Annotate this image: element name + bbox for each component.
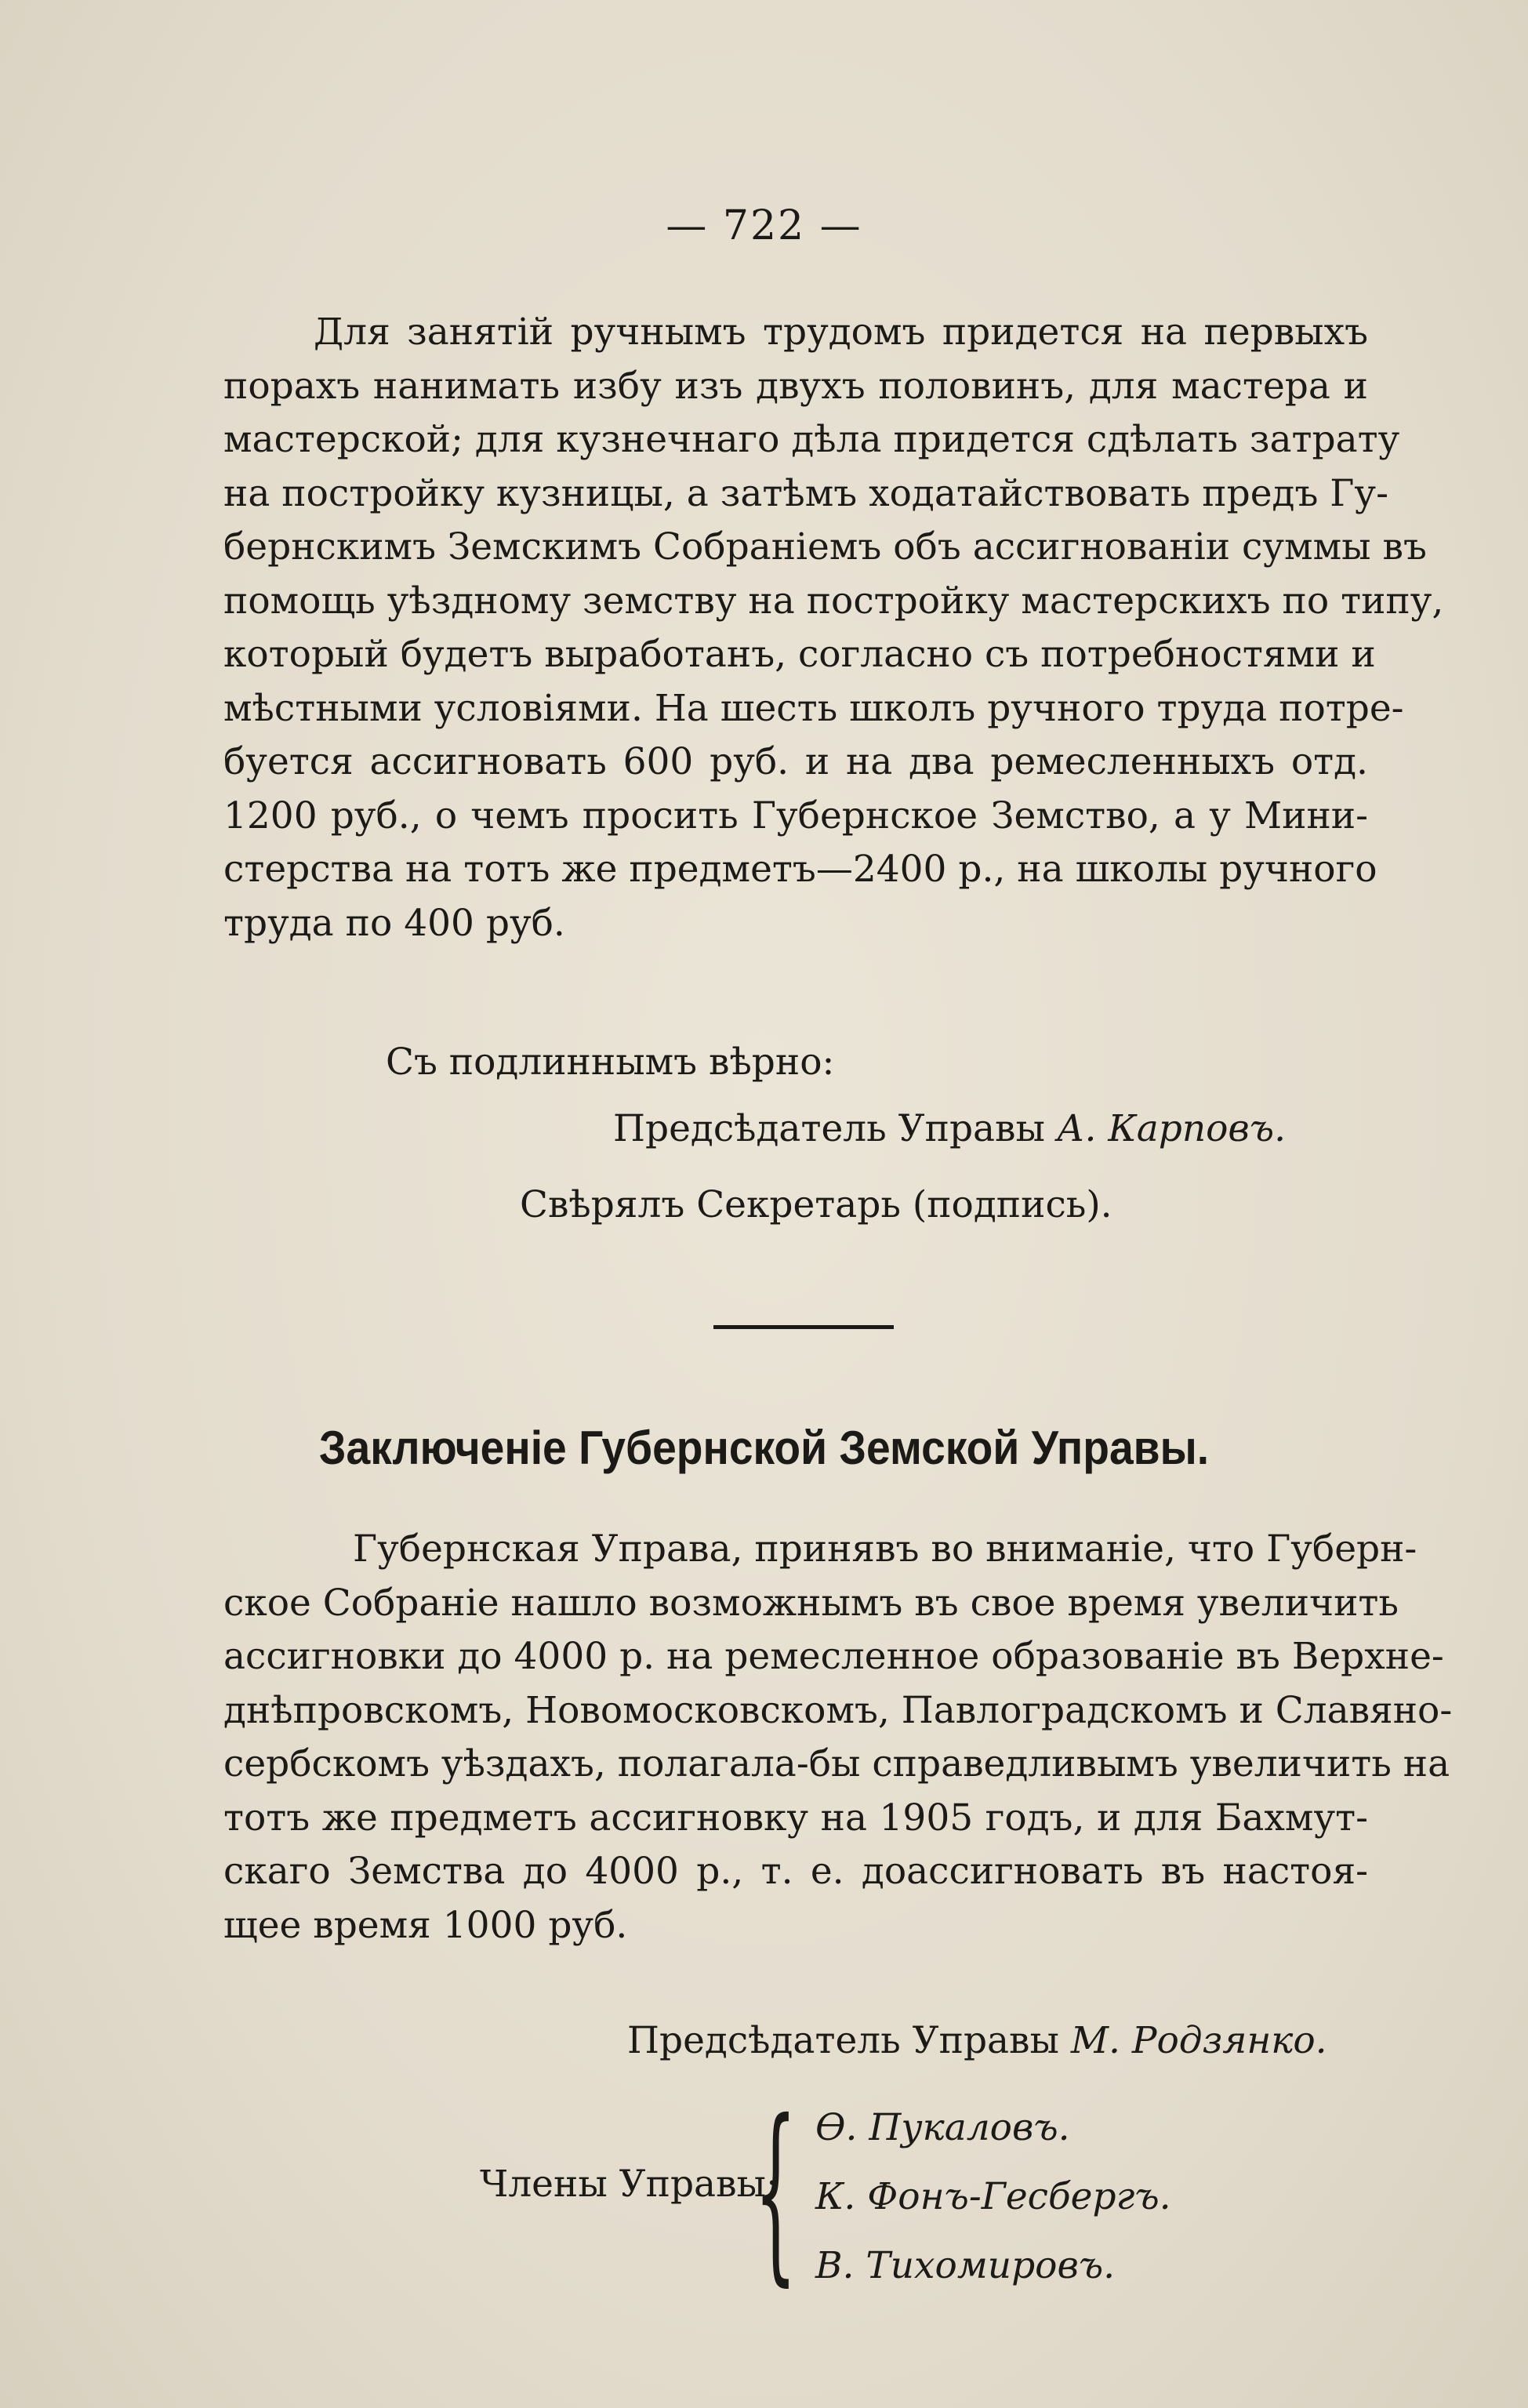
- section-heading: Заключеніе Губернской Земской Управы.: [318, 1422, 1210, 1474]
- paragraph-line: на постройку кузницы, а затѣмъ ходатайствовать предъ Гу-: [223, 471, 1388, 515]
- paragraph-line: ское Собраніе нашло возможнымъ въ свое время увеличить: [223, 1581, 1399, 1625]
- paragraph-line: буется ассигновать 600 руб. и на два ремесленныхъ отд.: [223, 740, 1368, 783]
- page-number: — 722 —: [666, 202, 862, 249]
- paragraph-line: щее время 1000 руб.: [223, 1903, 628, 1947]
- certification-secretary: Свѣрялъ Секретарь (подпись).: [520, 1183, 1112, 1226]
- paragraph-line: скаго Земства до 4000 р., т. е. доассигновать въ настоя-: [223, 1850, 1368, 1893]
- chairman-name: А. Карповъ.: [1056, 1107, 1287, 1150]
- paragraph-line: стерства на тотъ же предметъ—2400 р., на школы ручного: [223, 848, 1377, 891]
- paragraph-line: ассигновки до 4000 р. на ремесленное образованіе въ Верхне-: [223, 1635, 1444, 1678]
- paragraph-line: бернскимъ Земскимъ Собраніемъ объ ассигнованіи суммы въ: [223, 525, 1427, 568]
- chairman-title: Предсѣдатель Управы: [613, 1107, 1045, 1150]
- member-name: К. Фонъ-Гесбергъ.: [815, 2175, 1171, 2218]
- paragraph-line: мѣстными условіями. На шесть школъ ручного труда потре-: [223, 686, 1404, 730]
- members-list: [815, 2094, 1171, 2301]
- signature-chairman: [627, 2014, 1327, 2068]
- member-name: В. Тихомировъ.: [815, 2244, 1116, 2287]
- paragraph-line: 1200 руб., о чемъ просить Губернское Земство, а у Мини-: [223, 794, 1368, 837]
- paragraph-line: тотъ же предметъ ассигновку на 1905 годъ, и для Бахмут-: [223, 1796, 1368, 1840]
- members-label: Члены Управы:: [480, 2163, 779, 2206]
- chairman-title: Предсѣдатель Управы: [627, 2019, 1059, 2062]
- paragraph-line: который будетъ выработанъ, согласно съ потребностями и: [223, 633, 1376, 676]
- paragraph-line: сербскомъ уѣздахъ, полагала-бы справедливымъ увеличить на: [223, 1742, 1450, 1785]
- certification-line: Съ подлиннымъ вѣрно:: [386, 1041, 835, 1084]
- chairman-name: М. Родзянко.: [1070, 2019, 1327, 2062]
- paragraph-line: днѣпровскомъ, Новомосковскомъ, Павлоградскомъ и Славяно-: [223, 1688, 1453, 1732]
- paragraph-line: помощь уѣздному земству на постройку мастерскихъ по типу,: [223, 579, 1444, 623]
- main-paragraph: [223, 306, 1444, 950]
- paragraph-line: порахъ нанимать избу изъ двухъ половинъ, для мастера и: [223, 364, 1368, 408]
- member-name: Ѳ. Пукаловъ.: [815, 2106, 1070, 2149]
- paragraph-line: Губернская Управа, принявъ во вниманіе, что Губерн-: [353, 1527, 1417, 1571]
- section-divider: [713, 1325, 894, 1329]
- members-brace: {: [754, 2079, 797, 2303]
- paragraph-line: труда по 400 руб.: [223, 901, 565, 945]
- certification-chairman: [613, 1102, 1286, 1157]
- conclusion-paragraph: [223, 1523, 1453, 1952]
- paragraph-line: Для занятій ручнымъ трудомъ придется на первыхъ: [314, 311, 1368, 354]
- paragraph-line: мастерской; для кузнечнаго дѣла придется сдѣлать затрату: [223, 418, 1400, 461]
